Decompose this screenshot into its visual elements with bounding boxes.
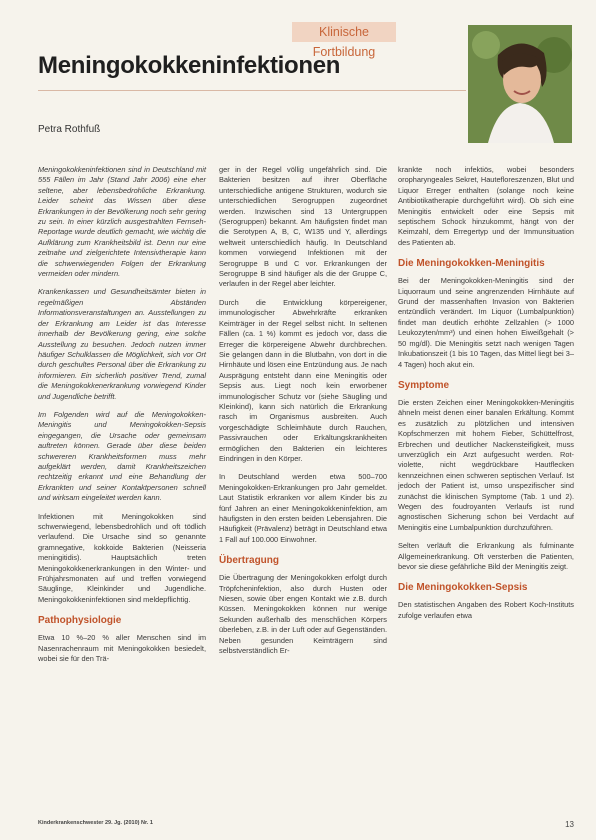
body-paragraph: Im Folgenden wird auf die Meningokokken-Meningitis und Meningokokken-Sepsis eingegangen, die Ursache oder gemeinsam auftreten können. Gerade über diese beiden schwereren Krankheitsformen muss mehr aufgeklärt werden, damit Krankheitszeichen rechtzeitig erkannt und eine Behandlung der Erkrankten und seiner Kontaktpersonen schnell und wirksam eingeleitet werden kann. [38,409,206,503]
section-heading: Pathophysiologie [38,615,122,627]
article-title: Meningokokkeninfektionen [38,52,341,79]
section-heading: Die Meningokokken-Meningitis [398,258,545,270]
body-paragraph: Die ersten Zeichen einer Meningokokken-Meningitis ähneln meist denen einer banalen Erkältung. Kommt es zusätzlich zu plötzlichen und intensiven Kopfschmerzen mit hohem Fieber, Schüttelfrost, Erbrechen und deutlicher Nackensteifigkeit, muss unverzüglich ein Arzt aufgesucht werden. Rot-violette, nicht wegdrückbare Hautflecken kennzeichnen einen schweren septischen Verlauf. Ist jedoch der Patient ist, umso unspezifischer sind zunächst die klinischen Symptome (Tab. 1 und 2). Wegen des foudroyanten Verlaufs ist rund agnostischen Sicherung schon bei Verdacht auf Meningitis eine Lumbalpunktion durchzuführen. [398,397,574,532]
journal-footer: Kinderkrankenschwester 29. Jg. (2010) Nr. 1 [38,820,153,826]
section-heading: Die Meningokokken-Sepsis [398,582,528,594]
body-paragraph: Etwa 10 %–20 % aller Menschen sind im Nasenrachenraum mit Meningokokken besiedelt, wobei sie für den Trä- [38,633,206,664]
column-2 [219,165,387,664]
body-paragraph: In Deutschland werden etwa 500–700 Meningokokken-Erkrankungen pro Jahr gemeldet. Laut Statistik erkranken vor allem Kinder bis zu fünf Jahren an einer Meningokokkeninfektion, am häufigsten in den ersten beiden Lebensjahren. Die Häufigkeit (Prävalenz) beträgt in Deutschland etwa 1 Fall auf 100.000 Einwohner. [219,472,387,544]
section-heading: Symptome [398,379,450,391]
body-paragraph: Die Übertragung der Meningokokken erfolgt durch Tröpfcheninfektion, also durch Husten oder Niesen, sowie über engen Kontakt wie z.B. durch Küssen. Meningokokken können nur wenige Sekunden außerhalb des menschlichen Körpers überleben, z.B. in der Luft oder auf Gegenständen. Neben gesunden Keimträgern sind selbstverständlich Er- [219,573,387,656]
body-paragraph: Selten verläuft die Erkrankung als fulminante Allgemeinerkrankung. Oft versterben die Patienten, bevor sie diese gefährliche Bild der Meningitis zeigt. [398,541,574,571]
author-name: Petra Rothfuß [38,124,101,135]
body-paragraph: Meningokokkeninfektionen sind in Deutschland mit 555 Fällen im Jahr (Stand Jahr 2006) eine eher seltene, aber lebensbedrohliche Erkrankung. Leider scheint das Wissen über diese Erkrankungen in der Bevölkerung noch sehr gering zu sein. In einer kürzlich ausgestrahlten Fernseh-Reportage wurde deutlich gemacht, wie wichtig die Aufklärung zum Krankheitsbild ist. Denn nur eine zeitnahe und zielgerichtete Intensivtherapie kann die schwerwiegenden Folgen der Erkrankung vermeiden oder mindern. [38,165,206,279]
author-photo [468,25,572,143]
author-portrait-icon [468,25,572,143]
body-paragraph: Den statistischen Angaben des Robert Koch-Instituts zufolge verlaufen etwa [398,600,574,620]
body-paragraph: Bei der Meningokokken-Meningitis sind der Liquorraum und seine angrenzenden Hirnhäute auf Grund der massenhaften Invasion von Bakterien entzündlich verändert. Im Liquor (Lumbalpunktion) findet man deutlich erhöhte Zellzahlen (> 1000 Leukozyten/mm³) und einen hohen Eiweißgehalt (> 50 mg/dl). Die Meningitis setzt nach wenigen Tagen Inkubationszeit (1 bis 10 Tagen, das Mittel liegt bei 3–4 Tagen) hoch akut ein. [398,276,574,369]
body-paragraph: krankte noch infektiös, wobei besonders oropharyngeales Sekret, Hautefloreszenzen, Blut und Liquor Erreger enthalten (solange noch keine Antibiotikatherapie durchgeführt wird). Ob sich eine Meningitis entwickelt oder eine Sepsis mit septischem Schock hinzukommt, hängt von der Keimzahl, dem Erregertyp und der Immunsituation des Patienten ab. [398,165,574,247]
body-paragraph: Durch die Entwicklung körpereigener, immunologischer Abwehrkräfte erkranken Keimträger in der Regel selbst nicht. In seltenen Fällen (ca. 1 %) kommt es jedoch vor, dass die Erreger die körpereigene Abwehr durchbrechen. Sie gelangen dann in die Blutbahn, von dort in die Hirnhäute und lösen eine Entzündung aus. Je nach Ausprägung entsteht dann eine Meningitis oder Sepsis aus. Liegt noch kein erworbener immunologischer Schutz vor (siehe Säugling und Kleinkind), kann sich natürlich die Erkrankung rasch im Organismus ausbreiten. Auch vorgeschädigte Schleimhäute durch Rauchen, Passivrauchen oder Erkältungskrankheiten ermöglichen den Bakterien ein leichteres Eindringen in den Körper. [219,297,387,463]
title-rule [38,90,466,91]
body-paragraph: Krankenkassen und Gesundheitsämter bieten in regelmäßigen Abständen Informationsveranstaltungen an. Ausstellungen zu der Erkrankung am Leider ist das Interesse innerhalb der Bevölkerung gering, eine solche Ausstellung zu besuchen. Jedoch nutzen immer häufiger Schulklassen die Möglichkeit, sich vor Ort durch geschultes Personal über die Erkrankung zu informieren. Ein sicherlich positiver Trend, zumal die Meningokokkenerkrankung vorwiegend Kinder und Jugendliche betrifft. [38,287,206,401]
section-banner: Klinische Fortbildung [292,22,396,42]
column-3 [398,165,574,629]
section-heading: Übertragung [219,555,279,567]
body-paragraph: ger in der Regel völlig ungefährlich sind. Die Bakterien besitzen auf ihrer Oberfläche unterschiedliche antigene Strukturen, wodurch sie unterschiedlichen Serogruppen zugeordnet werden. Inzwischen sind 13 Untergruppen (Serogruppen) bekannt. Am häufigsten findet man die Serotypen A, B, C, W135 und Y, allerdings weltweit unterschiedlich häufig. In Deutschland kommen vorwiegend Infektionen mit der Serogruppe B und C vor. Erkrankungen der Serogruppe B sind häufiger als die der Gruppe C, verlaufen in der Regel aber leichter. [219,165,387,289]
page-number: 13 [565,820,574,829]
body-paragraph: Infektionen mit Meningokokken sind schwerwiegend, lebensbedrohlich und oft tödlich verlaufend. Die Ursache sind so genannte gramnegative, kokkoide Bakterien (Neisseria meningitidis). Hauptsächlich treten Meningokokkenerkrankungen in den Winter- und Frühjahrsmonaten auf und treffen vorwiegend Säuglinge, Kleinkinder und Jugendliche. Meningokokkeninfektionen sind meldepflichtig. [38,511,206,604]
column-1 [38,165,206,672]
